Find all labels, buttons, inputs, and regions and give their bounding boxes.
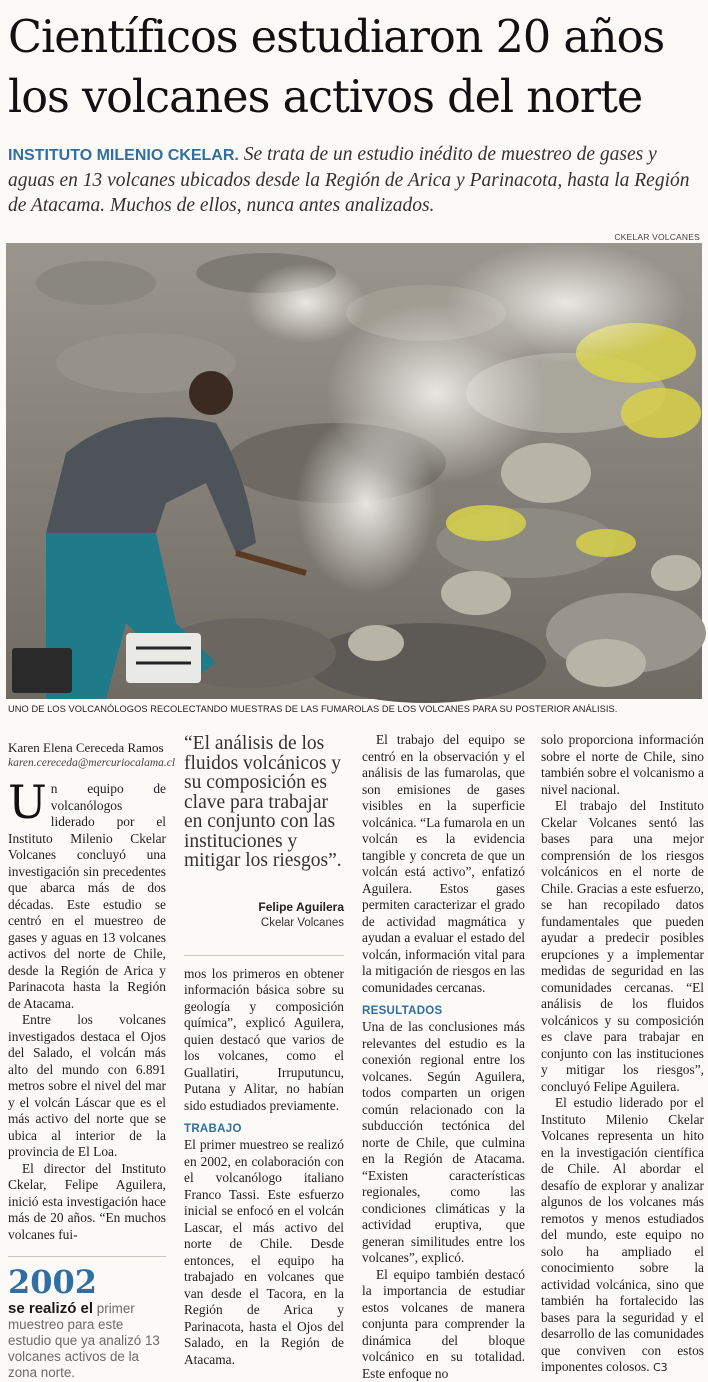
article-column-1 xyxy=(8,732,166,1381)
stat-bold: se realizó el xyxy=(8,1300,93,1317)
stat-text: primer muestreo para este estudio que ya analizó 13 volcanes activos de la zona norte. xyxy=(8,1301,160,1380)
paragraph-4: mos los primeros en obtener información básica sobre su geología y composición química”, explicó Aguilera, quien destacó que varios de los volcanes, como el Guallatiri, Irruputuncu, Putana y Alitar, no habían sido estudiados previamente. xyxy=(184,966,344,1115)
paragraph-2: Entre los volcanes investigados destaca el Ojos del Salado, el volcán más alto del mundo con 6.891 metros sobre el nivel del mar y el volcán Láscar que es el más activo del norte que se ubica al interior de la provincia de El Loa. xyxy=(8,1012,166,1161)
paragraph-1-text: n equipo de volcanólogos liderado por el Instituto Milenio Ckelar Volcanes concluyó una investigación sin precedentes que abarca más de dos décadas. Este estudio se centró en el muestreo de gases y aguas en 13 volcanes activos del norte de Chile, desde la Región de Arica y Parinacota hasta la Región de Atacama. xyxy=(8,781,166,1011)
paragraph-7: Una de las conclusiones más relevantes del estudio es la conexión regional entre los volcanes. Según Aguilera, todos comparten un origen común relacionado con la subducción tectónica del norte de Chile, que culmina en la Región de Atacama. “Existen características regionales, como las condiciones climáticas y la actividad eruptiva, que generan similitudes entre los volcanes”, explicó. xyxy=(362,1019,525,1267)
photo-credit: CKELAR VOLCANES xyxy=(614,232,700,242)
paragraph-8: El equipo también destacó la importancia de estudiar estos volcanes de manera conjunta para comprender la dinámica del bloque volcánico en su totalidad. Este enfoque no xyxy=(362,1267,525,1382)
paragraph-11 xyxy=(541,1095,704,1377)
lead-paragraph xyxy=(8,142,698,218)
article-photo xyxy=(6,243,702,699)
stat-number: 2002 xyxy=(8,1265,166,1299)
lead-text: Se trata de un estudio inédito de muestreo de gases y aguas en 13 volcanes ubicados desde la Región de Arica y Parinacota, hasta la Región de Atacama. Muchos de ellos, nunca antes analizados. xyxy=(8,144,689,216)
paragraph-9: solo proporciona información sobre el norte de Chile, sino también sobre el volcanismo a nivel nacional. xyxy=(541,732,704,798)
quote-divider xyxy=(184,955,344,956)
author-email: karen.cereceda@mercuriocalama.cl xyxy=(8,756,166,771)
headline-line-2: los volcanes activos del norte xyxy=(8,68,702,128)
paragraph-5: El primer muestreo se realizó en 2002, en colaboración con el volcanólogo italiano Franco Tassi. Este esfuerzo inicial se enfocó en el volcán Lascar, el más activo del norte de Chile. Desde entonces, el equipo ha trabajado en volcanes que van desde el Tacora, en la Región de Arica y Parinacota, hasta el Ojos del Salado, en la Región de Atacama. xyxy=(184,1137,344,1368)
subhead-trabajo: TRABAJO xyxy=(184,1122,344,1137)
stat-description xyxy=(8,1301,166,1381)
author-name: Karen Elena Cereceda Ramos xyxy=(8,739,166,756)
dropcap: U xyxy=(8,782,47,822)
paragraph-11-text: El estudio liderado por el Instituto Milenio Ckelar Volcanes representa un hito en la investigación científica de Chile. Al abordar el desafío de explorar y analizar algunos de los volcanes más remotos y menos estudiados del mundo, este equipo no solo ha ampliado el conocimiento sobre la actividad volcánica, sino que también ha fortalecido las bases para la seguridad y el desarrollo de las comunidades que conviven con estos imponentes colosos. xyxy=(541,1095,704,1374)
photo-caption: UNO DE LOS VOLCANÓLOGOS RECOLECTANDO MUESTRAS DE LAS FUMAROLAS DE LOS VOLCANES PARA SU POSTERIOR ANÁLISIS. xyxy=(8,704,702,714)
headline-line-1: Científicos estudiaron 20 años xyxy=(8,8,702,68)
end-mark-icon: C3 xyxy=(653,1361,668,1374)
lead-kicker: INSTITUTO MILENIO CKELAR. xyxy=(8,147,239,164)
quote-author: Felipe Aguilera xyxy=(184,899,344,915)
paragraph-6: El trabajo del equipo se centró en la observación y el análisis de las fumarolas, que son emisiones de gases visibles en la superficie volcánica. “La fumarola en un volcán es la evidencia tangible y concreta de que un volcán está activo”, enfatizó Aguilera. Estos gases permiten caracterizar el grado de actividad magmática y ayudan a evaluar el estado del volcán, información vital para la mitigación de riesgos en las comunidades cercanas. xyxy=(362,732,525,996)
headline xyxy=(8,8,702,128)
paragraph-1 xyxy=(8,781,166,1012)
subhead-resultados: RESULTADOS xyxy=(362,1004,525,1019)
stat-divider xyxy=(8,1256,166,1257)
article-column-4 xyxy=(541,732,704,1377)
article-column-2 xyxy=(184,732,344,1368)
fumarole-photo-illustration xyxy=(6,243,702,699)
quote-role: Ckelar Volcanes xyxy=(184,915,344,931)
pull-quote: “El análisis de los fluidos volcánicos y su composición es clave para trabajar en conjunto con las instituciones y mitigar los riesgos”. xyxy=(184,734,344,871)
paragraph-3: El director del Instituto Ckelar, Felipe Aguilera, inició esta investigación hace más de 20 años. “En muchos volcanes fui- xyxy=(8,1161,166,1244)
paragraph-10: El trabajo del Instituto Ckelar Volcanes sentó las bases para una mejor comprensión de los riesgos volcánicos en el norte de Chile. Gracias a este esfuerzo, se han recopilado datos fundamentales que pueden ayudar a predecir posibles erupciones y a implementar medidas de seguridad en las comunidades cercanas. “El análisis de los fluidos volcánicos y su composición es clave para trabajar en conjunto con las instituciones y mitigar los riesgos”, concluyó Felipe Aguilera. xyxy=(541,798,704,1095)
article-column-3 xyxy=(362,732,525,1382)
